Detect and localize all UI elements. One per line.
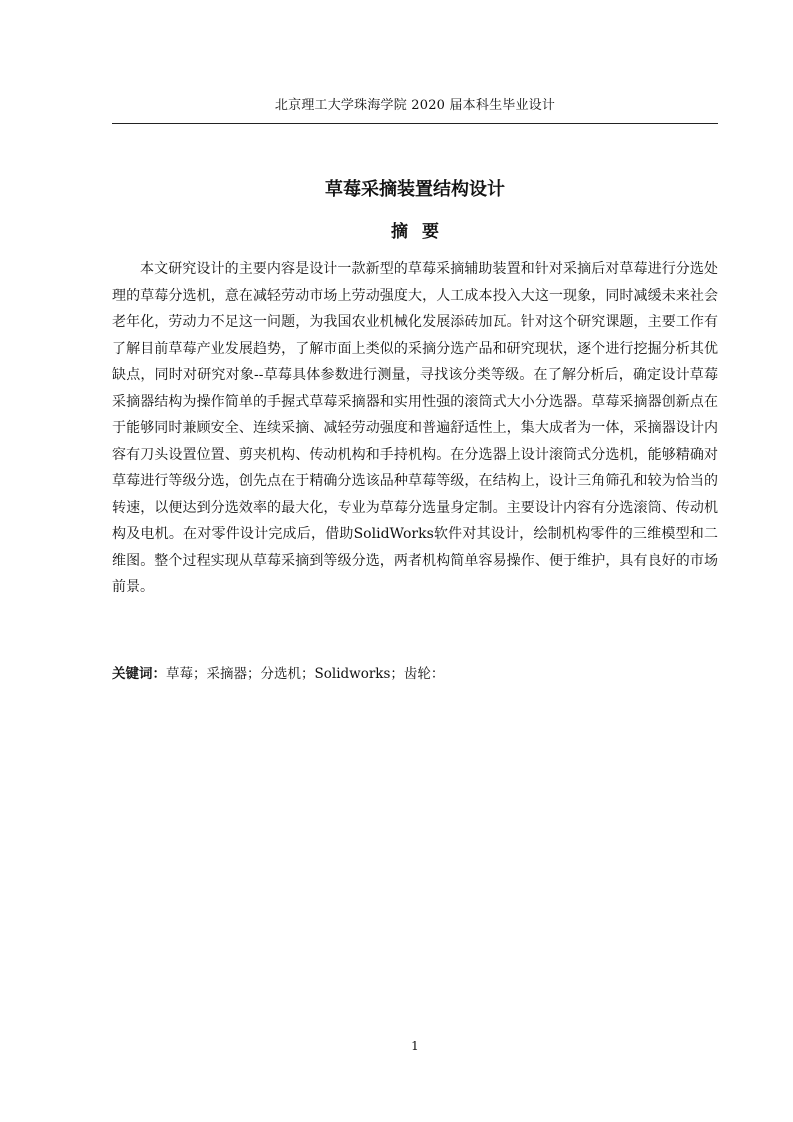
abstract-body [112,256,718,601]
keywords-label: 关键词： [112,666,166,682]
abstract-paragraph: 本文研究设计的主要内容是设计一款新型的草莓采摘辅助装置和针对采摘后对草莓进行分选处理的草莓分选机，意在减轻劳动市场上劳动强度大，人工成本投入大这一现象，同时减缓未来社会老年化，劳动力不足这一问题，为我国农业机械化发展添砖加瓦。针对这个研究课题，主要工作有了解目前草莓产业发展趋势，了解市面上类似的采摘分选产品和研究现状，逐个进行挖掘分析其优缺点，同时对研究对象--草莓具体参数进行测量，寻找该分类等级。在了解分析后，确定设计草莓采摘器结构为操作简单的手握式草莓采摘器和实用性强的滚筒式大小分选器。草莓采摘器创新点在于能够同时兼顾安全、连续采摘、减轻劳动强度和普遍舒适性上，集大成者为一体，采摘器设计内容有刀头设置位置、剪夹机构、传动机构和手持机构。在分选器上设计滚筒式分选机，能够精确对草莓进行等级分选，创先点在于精确分选该品种草莓等级，在结构上，设计三角筛孔和较为恰当的转速，以便达到分选效率的最大化，专业为草莓分选量身定制。主要设计内容有分选滚筒、传动机构及电机。在对零件设计完成后，借助SolidWorks软件对其设计，绘制机构零件的三维模型和二维图。整个过程实现从草莓采摘到等级分选，两者机构简单容易操作、便于维护，具有良好的市场前景。 [112,261,718,595]
header-rule [112,123,718,124]
keywords-value: 草莓；采摘器；分选机；Solidworks；齿轮： [166,666,445,682]
abstract-heading: 摘要 [391,222,453,242]
running-header: 北京理工大学珠海学院 2020 届本科生毕业设计 [274,98,556,113]
document-title: 草莓采摘装置结构设计 [325,179,505,200]
page-number: 1 [411,1039,419,1053]
keywords-line [112,663,718,685]
